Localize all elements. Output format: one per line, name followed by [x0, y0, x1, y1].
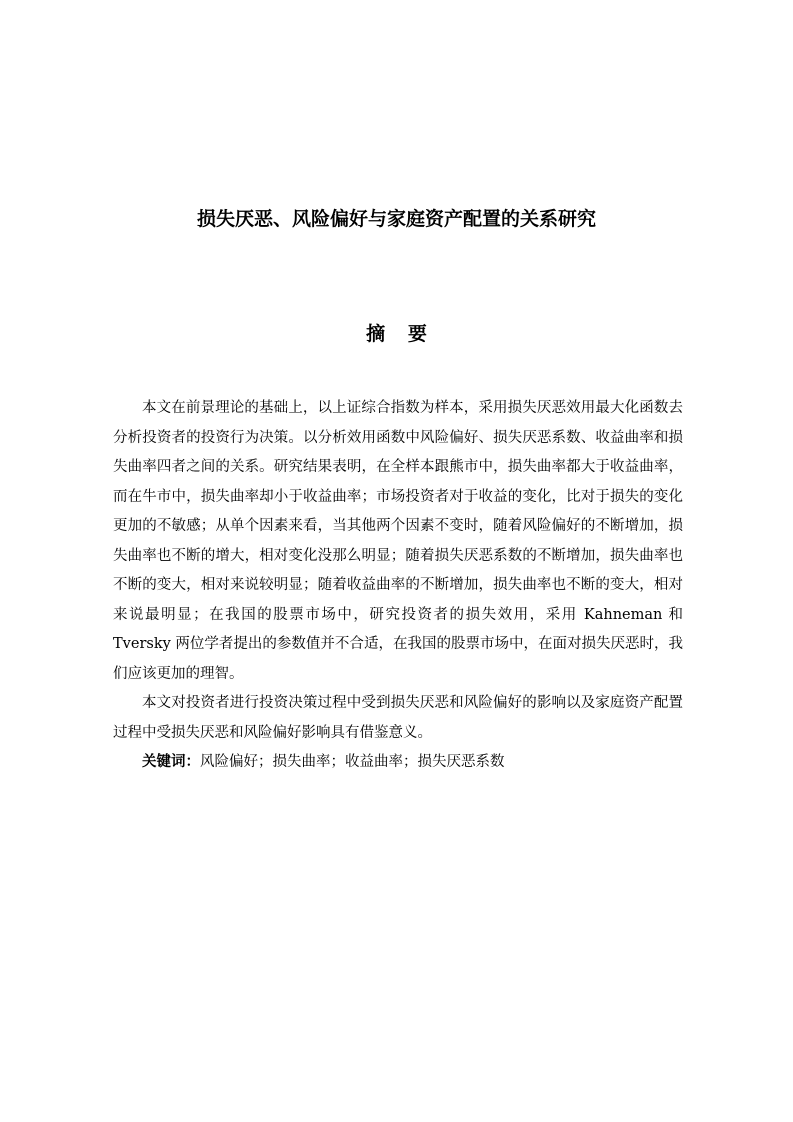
- abstract-body: [113, 394, 683, 778]
- keywords-line: [113, 748, 683, 778]
- keywords-text: 风险偏好；损失曲率；收益曲率；损失厌恶系数: [200, 754, 505, 770]
- abstract-heading: 摘要: [366, 323, 450, 345]
- abstract-paragraph-1: 本文在前景理论的基础上，以上证综合指数为样本，采用损失厌恶效用最大化函数去分析投资者的投资行为决策。以分析效用函数中风险偏好、损失厌恶系数、收益曲率和损失曲率四者之间的关系。研究结果表明，在全样本跟熊市中，损失曲率都大于收益曲率，而在牛市中，损失曲率却小于收益曲率；市场投资者对于收益的变化，比对于损失的变化更加的不敏感；从单个因素来看，当其他两个因素不变时，随着风险偏好的不断增加，损失曲率也不断的增大，相对变化没那么明显；随着损失厌恶系数的不断增加，损失曲率也不断的变大，相对来说较明显；随着收益曲率的不断增加，损失曲率也不断的变大，相对来说最明显；在我国的股票市场中，研究投资者的损失效用，采用 Kahneman 和 Tversky 两位学者提出的参数值并不合适，在我国的股票市场中，在面对损失厌恶时，我们应该更加的理智。: [113, 400, 683, 682]
- abstract-paragraph-2: 本文对投资者进行投资决策过程中受到损失厌恶和风险偏好的影响以及家庭资产配置过程中受损失厌恶和风险偏好影响具有借鉴意义。: [113, 695, 683, 741]
- keywords-label: 关键词：: [142, 754, 200, 770]
- paper-title: 损失厌恶、风险偏好与家庭资产配置的关系研究: [196, 208, 596, 230]
